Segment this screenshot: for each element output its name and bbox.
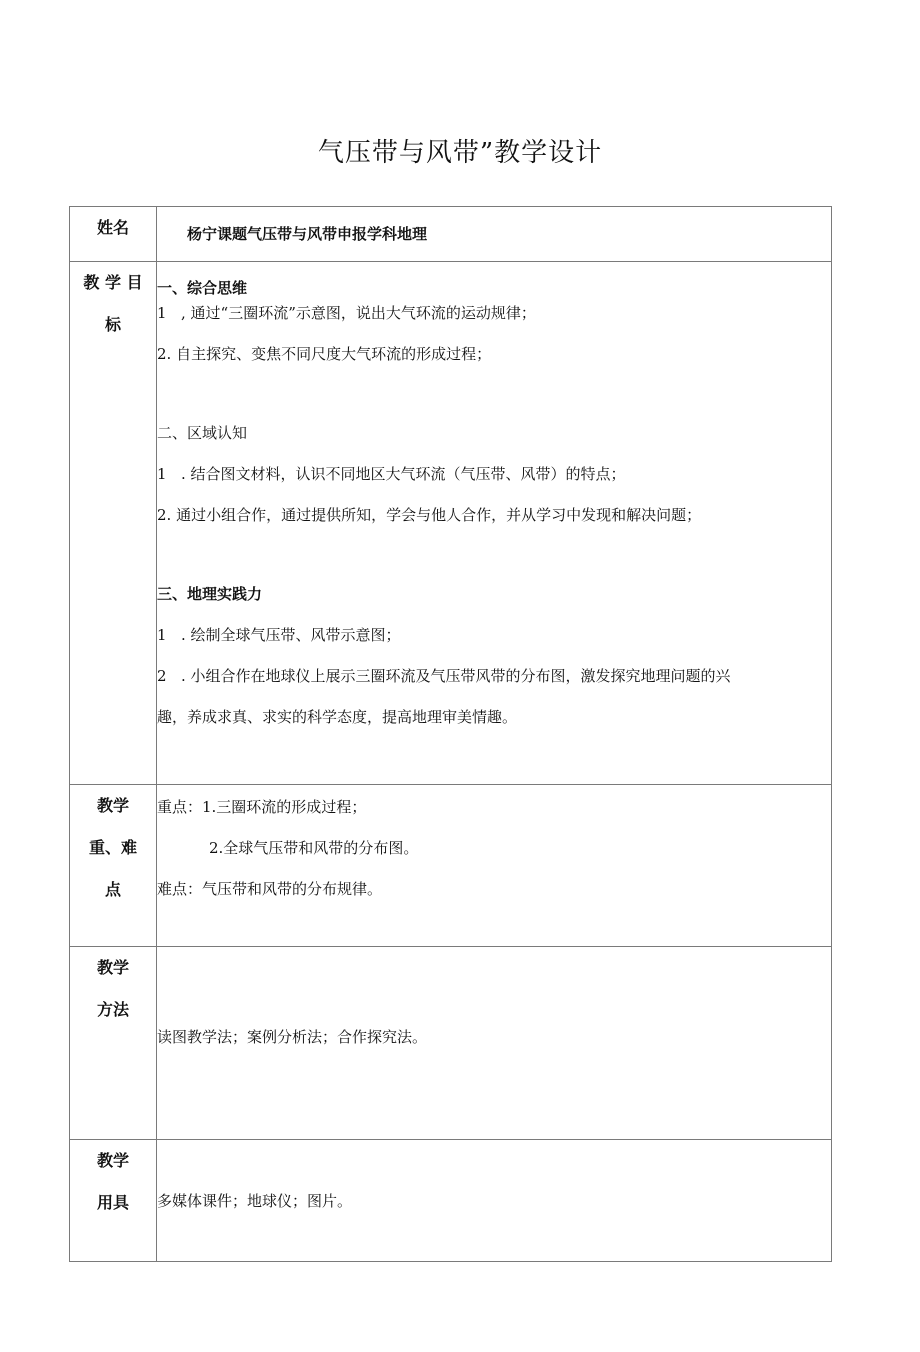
table-row-key-points	[70, 785, 832, 947]
label-key-points: 教学 重、难 点	[70, 785, 157, 947]
document-title: 气压带与风带”教学设计	[317, 138, 603, 168]
goal-item: 2. 自主探究、变焦不同尺度大气环流的形成过程；	[157, 345, 492, 363]
goal-section-heading-2: 二、区域认知	[157, 424, 248, 442]
label-method: 教学 方法	[70, 947, 157, 1140]
key-point-line: 2.全球气压带和风带的分布图。	[209, 839, 419, 857]
goal-item: 1 . 绘制全球气压带、风带示意图；	[157, 626, 401, 644]
difficulty-line: 难点：气压带和风带的分布规律。	[157, 880, 383, 898]
name-subject-text: 杨宁课题气压带与风带申报学科地理	[187, 225, 428, 243]
cell-name-content	[157, 207, 832, 262]
table-row-name	[70, 207, 832, 262]
cell-method-content	[157, 947, 832, 1140]
tools-text: 多媒体课件；地球仪；图片。	[157, 1191, 353, 1210]
goal-item: 2 . 小组合作在地球仪上展示三圈环流及气压带风带的分布图，激发探究地理问题的兴	[157, 667, 731, 685]
label-tools: 教学 用具	[70, 1140, 157, 1262]
label-name: 姓名	[70, 207, 157, 262]
goal-section-heading-3: 三、地理实践力	[157, 585, 263, 603]
key-point-line: 重点：1.三圈环流的形成过程；	[157, 798, 367, 816]
cell-tools-content	[157, 1140, 832, 1262]
table-row-tools	[70, 1140, 832, 1262]
goal-item-continuation: 趣，养成求真、求实的科学态度，提高地理审美情趣。	[157, 708, 518, 726]
goal-item: 1 , 通过“三圈环流”示意图，说出大气环流的运动规律；	[157, 304, 536, 322]
goal-section-heading-1: 一、综合思维	[157, 279, 248, 297]
table-row-goals	[70, 262, 832, 785]
goal-item: 2. 通过小组合作，通过提供所知，学会与他人合作，并从学习中发现和解决问题；	[157, 506, 702, 524]
goal-item: 1 . 结合图文材料，认识不同地区大气环流（气压带、风带）的特点；	[157, 465, 626, 483]
label-goals: 教 学 目 标	[70, 262, 157, 785]
method-text: 读图教学法；案例分析法；合作探究法。	[157, 1028, 428, 1046]
cell-goals-content	[157, 262, 832, 785]
lesson-design-table	[69, 206, 832, 1262]
table-row-method	[70, 947, 832, 1140]
cell-key-points-content	[157, 785, 832, 947]
